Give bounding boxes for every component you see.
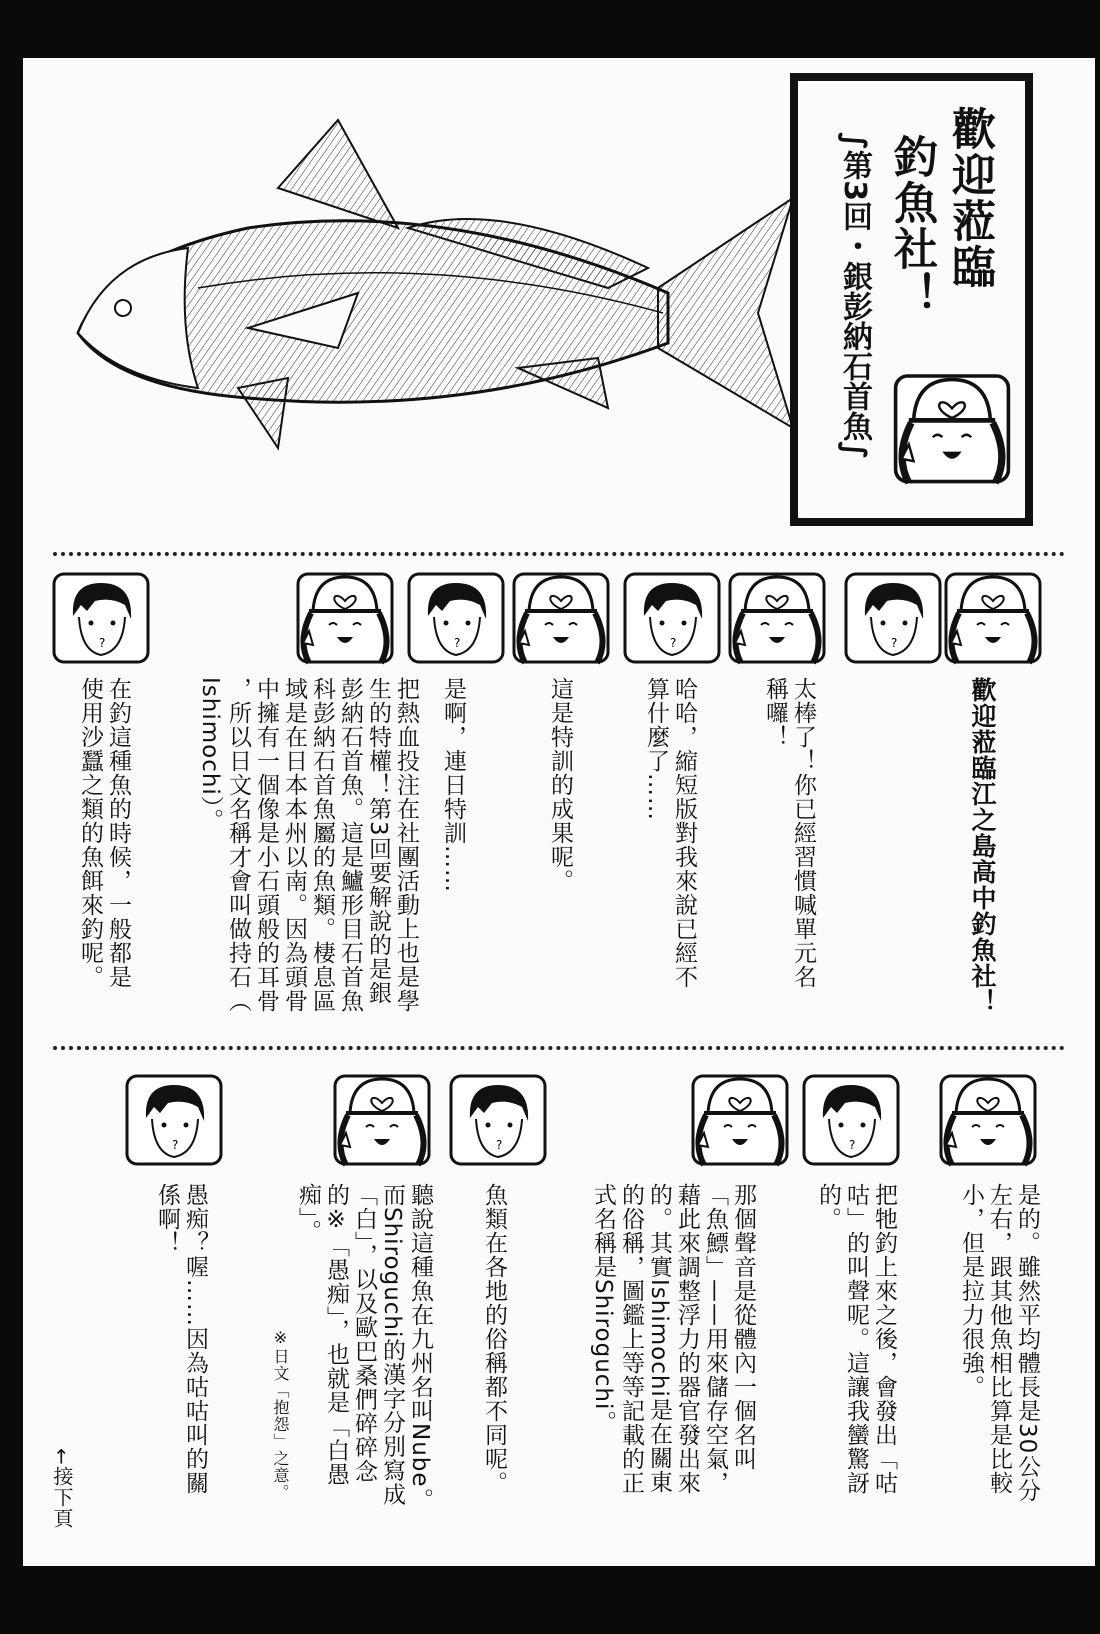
- girl-face-icon: [690, 1073, 790, 1169]
- fish-eye: [115, 300, 131, 316]
- text-column: 科彭納石首魚屬的魚類。棲息區: [309, 677, 335, 1013]
- fish-head: [78, 248, 198, 388]
- girl-face-icon: [332, 1073, 432, 1169]
- title-box-inner: [798, 81, 1025, 518]
- boy-face-icon: [448, 1073, 548, 1169]
- text-column: 在釣這種魚的時候，一般都是: [105, 677, 131, 989]
- club-welcome-heading: [968, 677, 996, 1015]
- fish-illustration: [48, 118, 793, 518]
- dialogue-boy: [814, 1183, 898, 1495]
- title-line-1: 歡迎蒞臨: [944, 106, 995, 290]
- text-column: Ishimochi）。: [197, 677, 223, 833]
- text-column: 小，但是拉力很強。: [958, 1183, 984, 1399]
- text-column: 愚痴？喔……因為咕咕叫的關: [182, 1183, 208, 1495]
- text-column: 的俗稱，圖鑑上等等記載的正: [618, 1183, 644, 1495]
- text-column: 生的特權！第3回要解說的是銀: [365, 677, 391, 1005]
- text-column: 稱囉！: [762, 677, 788, 749]
- title-line-2: 釣魚社！: [886, 134, 937, 318]
- girl-face-icon: [295, 571, 395, 667]
- mascot-girl-icon: [892, 365, 1012, 505]
- text-column: 左右，跟其他魚相比算是比較: [986, 1183, 1012, 1495]
- text-column: 把牠釣上來之後，會發出「咕: [871, 1183, 897, 1495]
- text-column: 式名稱是Shiroguchi。: [590, 1183, 616, 1435]
- divider-middle: [53, 1046, 1065, 1050]
- text-column: 那個聲音是從體內一個名叫: [730, 1183, 756, 1471]
- text-column: 的。: [815, 1183, 841, 1231]
- text-column: 太棒了！你已經習慣喊單元名: [790, 677, 816, 989]
- text-column: 「魚鰾」——用來儲存空氣，: [702, 1183, 728, 1495]
- text-column: 是的。雖然平均體長是30公分: [1014, 1183, 1040, 1503]
- dialogue-boy: [642, 677, 698, 989]
- tail-fin: [658, 198, 793, 428]
- boy-face-icon: [124, 1073, 224, 1169]
- text-column: 是啊，連日特訓……: [440, 677, 466, 893]
- text-column: 的。其實Ishimochi是在關東: [646, 1183, 672, 1494]
- boy-face-icon: [51, 571, 151, 667]
- text-column: 聽說這種魚在九州名叫Nube。: [407, 1183, 433, 1512]
- text-column: 歡迎蒞臨江之島高中釣魚社！: [968, 677, 997, 1015]
- dialogue-girl: [294, 1183, 434, 1512]
- text-column: 算什麼了……: [643, 677, 669, 821]
- text-column: 魚類在各地的俗稱都不同呢。: [481, 1183, 507, 1495]
- text-column: 「白」，以及歐巴桑們碎碎念: [351, 1183, 377, 1484]
- text-column: 域是在日本本州以南。因為頭骨: [281, 677, 307, 1013]
- text-column: 使用沙蠶之類的魚餌來釣呢。: [77, 677, 103, 989]
- text-column: 藉此來調整浮力的器官發出來: [674, 1183, 700, 1495]
- dialogue-girl: [546, 677, 574, 893]
- girl-face-icon: [943, 571, 1043, 667]
- dialogue-girl: [957, 1183, 1041, 1502]
- dorsal-fin-front: [278, 120, 398, 228]
- boy-face-icon: [406, 571, 506, 667]
- text-column: 哈哈，縮短版對我來說已經不: [671, 677, 697, 989]
- next-page-indicator: ←接下頁: [50, 1448, 74, 1529]
- dialogue-boy: [76, 677, 132, 989]
- dialogue-boy: [153, 1183, 209, 1495]
- dialogue-boy: [439, 677, 467, 893]
- text-column: 這是特訓的成果呢。: [547, 677, 573, 893]
- text-column: 而Shiroguchi的漢字分別寫成: [379, 1183, 405, 1507]
- text-column: 彭納石首魚。這是鱸形目石首魚: [337, 677, 363, 1013]
- text-column: 的※「愚痴」，也就是「白愚: [323, 1183, 349, 1487]
- girl-face-icon: [727, 571, 827, 667]
- dialogue-girl: [196, 677, 420, 1013]
- boy-face-icon: [801, 1073, 901, 1169]
- text-column: 中擁有一個像是小石頭般的耳骨: [253, 677, 279, 1013]
- girl-face-icon: [938, 1073, 1038, 1169]
- footnote: ※日文「抱怨」之意。: [271, 1328, 290, 1501]
- boy-face-icon: [843, 571, 943, 667]
- text-column: 把熱血投注在社團活動上也是學: [393, 677, 419, 1013]
- divider-top: [53, 552, 1065, 556]
- dialogue-girl: [589, 1183, 757, 1495]
- text-column: 咕」的叫聲呢。這讓我蠻驚訝: [843, 1183, 869, 1495]
- boy-face-icon: [622, 571, 722, 667]
- episode-subtitle: ∫第3回・銀彭納石首魚∫: [837, 132, 872, 460]
- text-column: 痴」。: [295, 1183, 321, 1244]
- title-box: [790, 73, 1033, 526]
- girl-face-icon: [511, 571, 611, 667]
- dialogue-boy: [480, 1183, 508, 1495]
- manga-page: [23, 58, 1095, 1566]
- text-column: 係啊！: [154, 1183, 180, 1255]
- dialogue-girl: [761, 677, 817, 989]
- text-column: ，所以日文名稱才會叫做持石（: [225, 677, 251, 1013]
